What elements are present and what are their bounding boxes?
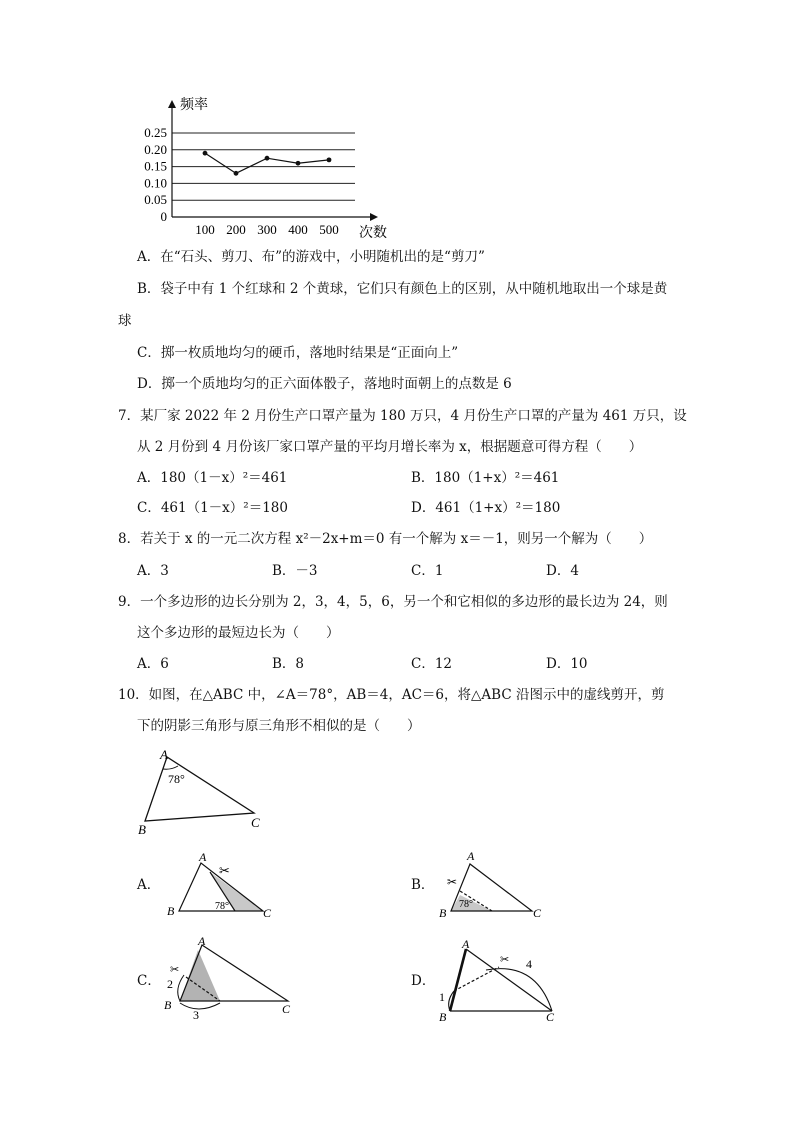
q7-option-c: C．461（1－x）²＝180 xyxy=(137,500,288,516)
x-axis-arrow xyxy=(370,213,378,221)
data-point xyxy=(265,156,270,161)
vertex-label-c: C xyxy=(251,815,260,830)
x-axis-label: 次数 xyxy=(359,226,387,241)
vertex-label-a: A xyxy=(467,849,475,863)
length-label-2: 2 xyxy=(167,977,173,991)
vertex-label-a: A xyxy=(199,850,207,864)
q10-option-a-label: A． xyxy=(137,877,161,893)
y-axis-arrow xyxy=(168,100,176,108)
q6-option-b-line1: B．袋子中有 1 个红球和 2 个黄球，它们只有颜色上的区别，从中随机地取出一个球是黄 xyxy=(137,281,668,297)
scissors-icon: ✂ xyxy=(170,964,180,976)
chart-series xyxy=(203,151,332,176)
x-tick-label: 100 xyxy=(195,222,215,237)
vertex-label-b: B xyxy=(164,998,172,1012)
y-tick-label: 0.05 xyxy=(144,192,167,208)
q7-option-d: D．461（1+x）²＝180 xyxy=(411,500,561,516)
q9-option-c: C．12 xyxy=(411,656,453,672)
vertex-label-c: C xyxy=(282,1002,291,1016)
y-tick-label: 0 xyxy=(160,209,167,224)
q10-option-c-label: C． xyxy=(137,973,161,989)
q10-main-triangle-figure xyxy=(130,745,280,840)
scissors-icon: ✂ xyxy=(219,863,230,878)
side-ab-bold xyxy=(450,949,466,1011)
data-point xyxy=(234,171,239,176)
y-tick-label: 0.20 xyxy=(144,141,167,157)
q8-option-d: D．4 xyxy=(546,563,579,579)
y-tick-label: 0.10 xyxy=(144,175,167,191)
angle-label-78: 78° xyxy=(215,901,229,912)
vertex-label-b: B xyxy=(138,822,146,837)
x-tick-label: 200 xyxy=(226,222,246,237)
angle-label-78: 78° xyxy=(168,772,185,786)
angle-label-78: 78° xyxy=(459,899,473,910)
q6-option-c: C．掷一枚质地均匀的硬币，落地时结果是“正面向上” xyxy=(137,345,459,361)
q6-option-d: D．掷一个质地均匀的正六面体骰子，落地时面朝上的点数是 6 xyxy=(137,376,512,392)
q8-option-c: C．1 xyxy=(411,563,444,579)
vertex-label-b: B xyxy=(439,1010,447,1024)
scissors-icon: ✂ xyxy=(500,954,510,966)
x-tick-label: 400 xyxy=(288,222,308,237)
data-point xyxy=(203,151,208,156)
q10-option-a-figure xyxy=(165,848,280,923)
q7-option-b: B．180（1+x）²＝461 xyxy=(411,470,560,486)
triangle-abc xyxy=(145,757,254,821)
vertex-label-b: B xyxy=(439,906,447,920)
q7-option-a: A．180（1－x）²＝461 xyxy=(137,470,288,486)
y-axis-label: 频率 xyxy=(180,98,208,113)
length-label-1: 1 xyxy=(439,990,445,1004)
frequency-line-chart xyxy=(130,92,400,242)
q10-stem-line1: 10．如图，在△ABC 中，∠A＝78°，AB＝4，AC＝6，将△ABC 沿图示中的虚线剪开，剪 xyxy=(118,687,665,703)
q9-option-d: D．10 xyxy=(546,656,588,672)
q10-option-d-label: D． xyxy=(411,973,436,989)
vertex-label-a: A xyxy=(160,747,168,762)
q10-stem-line2: 下的阴影三角形与原三角形不相似的是（ ） xyxy=(137,718,421,734)
length-arc-3 xyxy=(180,1003,220,1009)
vertex-label-c: C xyxy=(533,906,542,920)
data-point xyxy=(327,157,332,162)
vertex-label-c: C xyxy=(263,906,272,920)
y-tick-label: 0.15 xyxy=(144,158,167,174)
q10-option-d-figure xyxy=(436,937,566,1025)
q10-option-c-figure xyxy=(160,935,300,1020)
q9-stem-line2: 这个多边形的最短边长为（ ） xyxy=(137,625,340,641)
length-label-3: 3 xyxy=(193,1008,199,1020)
scissors-icon: ✂ xyxy=(447,875,458,889)
length-arc-4 xyxy=(486,969,552,1011)
length-label-4: 4 xyxy=(526,957,532,971)
angle-arc-a xyxy=(163,766,178,769)
q9-option-a: A．6 xyxy=(137,656,169,672)
q9-option-b: B．8 xyxy=(272,656,305,672)
chart-tick-labels xyxy=(144,125,339,237)
x-tick-label: 500 xyxy=(319,222,339,237)
q7-stem-line1: 7．某厂家 2022 年 2 月份生产口罩产量为 180 万只，4 月份生产口罩的产量为 461 万只，设 xyxy=(118,408,687,424)
chart-axes xyxy=(168,100,378,221)
q10-option-b-figure xyxy=(437,846,557,921)
q9-stem-line1: 9．一个多边形的边长分别为 2，3，4，5，6，另一个和它相似的多边形的最长边为 24，则 xyxy=(118,594,668,610)
x-tick-label: 300 xyxy=(257,222,277,237)
vertex-label-b: B xyxy=(167,904,175,918)
q7-stem-line2: 从 2 月份到 4 月份该厂家口罩产量的平均月增长率为 x，根据题意可得方程（ ） xyxy=(137,439,643,455)
chart-gridlines xyxy=(172,133,355,200)
vertex-label-a: A xyxy=(198,935,206,948)
vertex-label-a: A xyxy=(462,937,470,951)
shaded-triangle xyxy=(180,950,220,1001)
data-point xyxy=(296,161,301,166)
vertex-label-c: C xyxy=(546,1010,555,1024)
q6-option-a: A．在“石头、剪刀、布”的游戏中，小明随机出的是“剪刀” xyxy=(137,249,485,265)
q8-option-b: B．－3 xyxy=(272,563,318,579)
q8-stem: 8．若关于 x 的一元二次方程 x²－2x+m＝0 有一个解为 x＝－1，则另一个解为（ ） xyxy=(118,531,653,547)
y-tick-label: 0.25 xyxy=(144,125,167,140)
q10-option-b-label: B． xyxy=(411,877,435,893)
q8-option-a: A．3 xyxy=(137,563,169,579)
q6-option-b-line2: 球 xyxy=(118,313,132,329)
